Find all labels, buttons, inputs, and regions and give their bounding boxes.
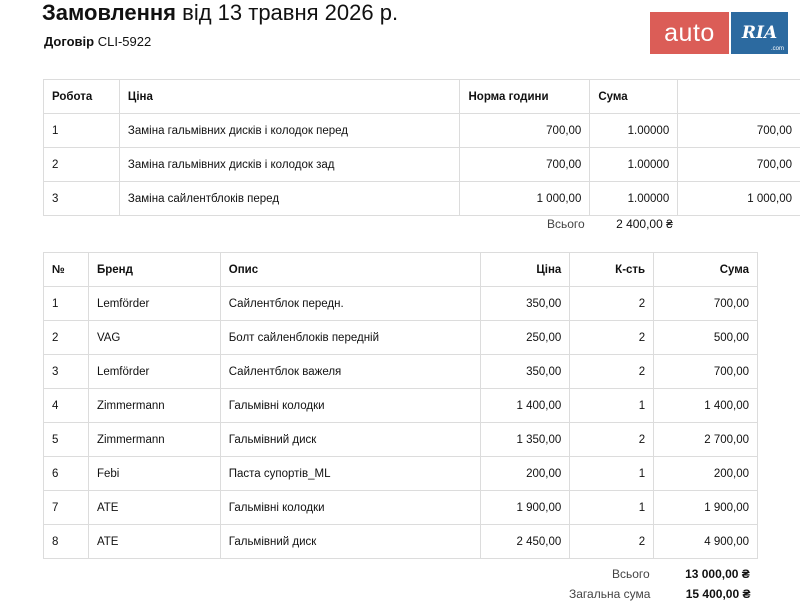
work-number: 2	[44, 148, 120, 182]
part-number: 8	[44, 525, 89, 559]
table-row	[44, 491, 758, 525]
part-qty: 2	[570, 355, 654, 389]
grand-total-label: Загальна сума	[569, 587, 650, 601]
logo-auto: auto	[650, 12, 729, 54]
part-qty: 1	[570, 389, 654, 423]
part-sum: 1 900,00	[654, 491, 758, 525]
part-qty: 2	[570, 321, 654, 355]
part-price: 2 450,00	[481, 525, 570, 559]
part-brand: VAG	[88, 321, 220, 355]
part-sum: 500,00	[654, 321, 758, 355]
part-number: 5	[44, 423, 89, 457]
part-brand: ATE	[88, 525, 220, 559]
works-total	[547, 217, 673, 231]
part-number: 6	[44, 457, 89, 491]
title-main: Замовлення	[42, 0, 176, 25]
parts-total-label: Всього	[612, 567, 650, 581]
parts-total	[612, 567, 750, 581]
contract-line	[44, 34, 151, 49]
works-col-header: Норма години	[460, 80, 590, 114]
parts-col-header: Опис	[220, 253, 481, 287]
part-price: 1 400,00	[481, 389, 570, 423]
part-description: Гальмівний диск	[220, 423, 481, 457]
part-brand: Zimmermann	[88, 423, 220, 457]
logo-ria-text: RIA	[742, 23, 777, 43]
table-row	[44, 355, 758, 389]
works-col-header	[678, 80, 800, 114]
table-row	[44, 321, 758, 355]
parts-header-row	[44, 253, 758, 287]
parts-col-header: Бренд	[88, 253, 220, 287]
work-sum: 1 000,00	[678, 182, 800, 216]
part-number: 2	[44, 321, 89, 355]
part-description: Гальмівні колодки	[220, 491, 481, 525]
works-col-header: Сума	[590, 80, 678, 114]
part-qty: 2	[570, 423, 654, 457]
part-description: Сайлентблок важеля	[220, 355, 481, 389]
work-hours: 1.00000	[590, 114, 678, 148]
parts-table	[43, 252, 758, 559]
work-name: Заміна гальмівних дисків і колодок зад	[119, 148, 460, 182]
part-description: Сайлентблок передн.	[220, 287, 481, 321]
table-row	[44, 389, 758, 423]
works-table	[43, 79, 800, 216]
part-number: 4	[44, 389, 89, 423]
work-sum: 700,00	[678, 148, 800, 182]
parts-col-header: К-сть	[570, 253, 654, 287]
works-col-header: Робота	[44, 80, 120, 114]
parts-col-header: Сума	[654, 253, 758, 287]
part-price: 1 900,00	[481, 491, 570, 525]
table-row	[44, 114, 800, 148]
works-total-value: 2 400,00 ₴	[616, 217, 673, 231]
grand-total-value: 15 400,00 ₴	[686, 587, 751, 601]
work-name: Заміна гальмівних дисків і колодок перед	[119, 114, 460, 148]
work-number: 3	[44, 182, 120, 216]
work-price: 1 000,00	[460, 182, 590, 216]
part-price: 350,00	[481, 287, 570, 321]
parts-total-value: 13 000,00 ₴	[685, 567, 750, 581]
part-description: Болт сайленблоків передній	[220, 321, 481, 355]
work-name: Заміна сайлентблоків перед	[119, 182, 460, 216]
parts-col-header: №	[44, 253, 89, 287]
work-hours: 1.00000	[590, 182, 678, 216]
part-brand: Febi	[88, 457, 220, 491]
part-brand: Lemförder	[88, 355, 220, 389]
part-sum: 2 700,00	[654, 423, 758, 457]
table-row	[44, 525, 758, 559]
logo-ria	[731, 12, 788, 54]
works-col-header: Ціна	[119, 80, 460, 114]
part-qty: 2	[570, 525, 654, 559]
table-row	[44, 182, 800, 216]
part-sum: 4 900,00	[654, 525, 758, 559]
work-sum: 700,00	[678, 114, 800, 148]
work-number: 1	[44, 114, 120, 148]
part-number: 1	[44, 287, 89, 321]
part-qty: 2	[570, 287, 654, 321]
part-sum: 700,00	[654, 287, 758, 321]
contract-label: Договір	[44, 34, 94, 49]
part-brand: ATE	[88, 491, 220, 525]
part-number: 7	[44, 491, 89, 525]
part-brand: Lemförder	[88, 287, 220, 321]
works-total-label: Всього	[547, 217, 585, 231]
table-row	[44, 148, 800, 182]
table-row	[44, 457, 758, 491]
part-price: 1 350,00	[481, 423, 570, 457]
part-price: 350,00	[481, 355, 570, 389]
autoria-logo	[650, 12, 790, 54]
part-description: Гальмівні колодки	[220, 389, 481, 423]
contract-number: CLI-5922	[98, 34, 151, 49]
part-brand: Zimmermann	[88, 389, 220, 423]
table-row	[44, 287, 758, 321]
part-description: Гальмівний диск	[220, 525, 481, 559]
works-header-row	[44, 80, 800, 114]
page-title	[42, 0, 398, 26]
part-price: 250,00	[481, 321, 570, 355]
work-hours: 1.00000	[590, 148, 678, 182]
part-qty: 1	[570, 491, 654, 525]
parts-col-header: Ціна	[481, 253, 570, 287]
logo-ria-domain: .com	[771, 46, 784, 52]
part-sum: 700,00	[654, 355, 758, 389]
work-price: 700,00	[460, 114, 590, 148]
title-date: від 13 травня 2026 р.	[182, 0, 398, 25]
part-price: 200,00	[481, 457, 570, 491]
part-qty: 1	[570, 457, 654, 491]
part-sum: 200,00	[654, 457, 758, 491]
part-description: Паста супортів_ML	[220, 457, 481, 491]
table-row	[44, 423, 758, 457]
part-number: 3	[44, 355, 89, 389]
part-sum: 1 400,00	[654, 389, 758, 423]
work-price: 700,00	[460, 148, 590, 182]
grand-total	[569, 587, 750, 601]
